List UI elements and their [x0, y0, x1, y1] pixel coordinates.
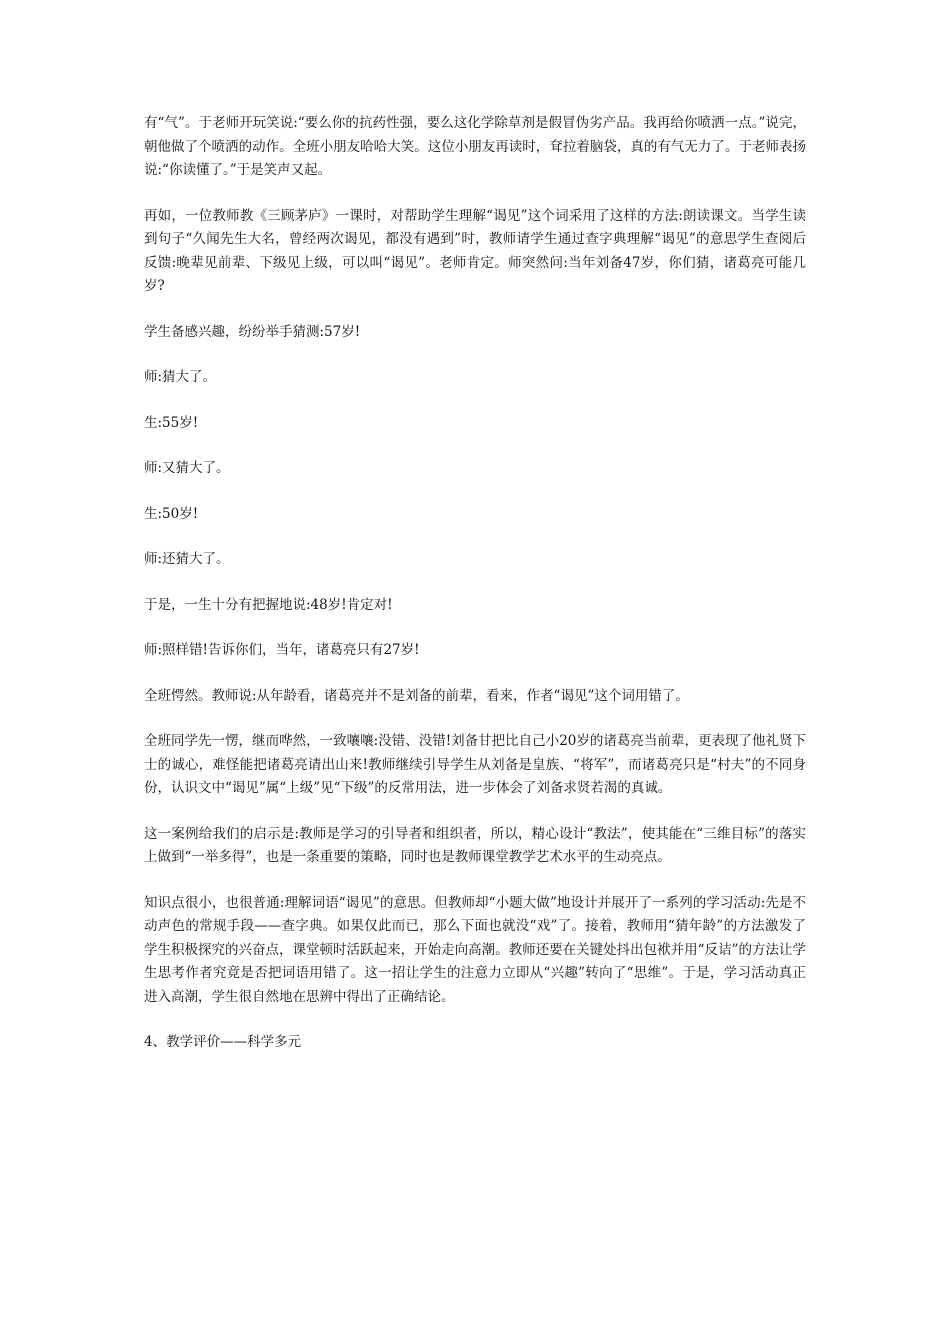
- paragraph-13: 这一案例给我们的启示是:教师是学习的引导者和组织者，所以，精心设计“教法”，使其能在“三维目标”的落实上做到“一举多得”，也是一条重要的策略，同时也是教师课堂教学艺术水平的生动亮点。: [144, 825, 806, 865]
- paragraph-9: 于是，一生十分有把握地说:48岁!肯定对!: [144, 596, 393, 613]
- paragraph-8: 师:还猜大了。: [144, 551, 230, 567]
- document-page: [144, 112, 806, 1055]
- paragraph-3: 学生备感兴趣，纷纷举手猜测:57岁!: [144, 323, 361, 340]
- paragraph-11: 全班愕然。教师说:从年龄看，诸葛亮并不是刘备的前辈，看来，作者“谒见”这个词用错了。: [144, 687, 689, 704]
- paragraph-1: 有“气”。于老师开玩笑说:“要么你的抗药性强，要么这化学除草剂是假冒伪劣产品。我再给你喷洒一点。”说完，朝他做了个喷洒的动作。全班小朋友哈哈大笑。这位小朋友再读时，耷拉着脑袋，真的有气无力了。于老师表扬说:“你读懂了。”于是笑声又起。: [144, 115, 806, 178]
- paragraph-12: 全班同学先一愣，继而哗然，一致嚷嚷:没错、没错!刘备甘把比自己小20岁的诸葛亮当前辈，更表现了他礼贤下士的诚心，难怪能把诸葛亮请出山来!教师继续引导学生从刘备是皇族、“将军”，而诸葛亮只是“村夫”的不同身份，认识文中“谒见”属“上级”见“下级”的反常用法，进一步体会了刘备求贤若渴的真诚。: [144, 733, 806, 796]
- paragraph-7: 生:50岁!: [144, 505, 199, 522]
- paragraph-14: 知识点很小，也很普通:理解词语“谒见”的意思。但教师却“小题大做”地设计并展开了一系列的学习活动:先是不动声色的常规手段——查字典。如果仅此而已，那么下面也就没“戏”了。接着，教师用“猜年龄”的方法激发了学生积极探究的兴奋点，课堂顿时活跃起来，开始走向高潮。教师还要在关键处抖出包袱并用“反诘”的方法让学生思考作者究竟是否把词语用错了。这一招让学生的注意力立即从“兴趣”转向了“思维”。于是，学习活动真正进入高潮，学生很自然地在思辨中得出了正确结论。: [144, 894, 806, 1005]
- paragraph-6: 师:又猜大了。: [144, 460, 230, 476]
- paragraph-5: 生:55岁!: [144, 414, 199, 431]
- paragraph-2: 再如，一位教师教《三顾茅庐》一课时，对帮助学生理解“谒见”这个词采用了这样的方法:朗读课文。当学生读到句子“久闻先生大名，曾经两次谒见，都没有遇到”时，教师请学生通过查字典理解“谒见”的意思学生查阅后反馈:晚辈见前辈、下级见上级，可以叫“谒见”。老师肯定。师突然问:当年刘备47岁，你们猜，诸葛亮可能几岁?: [144, 207, 806, 294]
- paragraph-4: 师:猜大了。: [144, 369, 217, 385]
- section-heading: 4、教学评价——科学多元: [144, 1034, 302, 1050]
- paragraph-10: 师:照样错!告诉你们，当年，诸葛亮只有27岁!: [144, 642, 420, 658]
